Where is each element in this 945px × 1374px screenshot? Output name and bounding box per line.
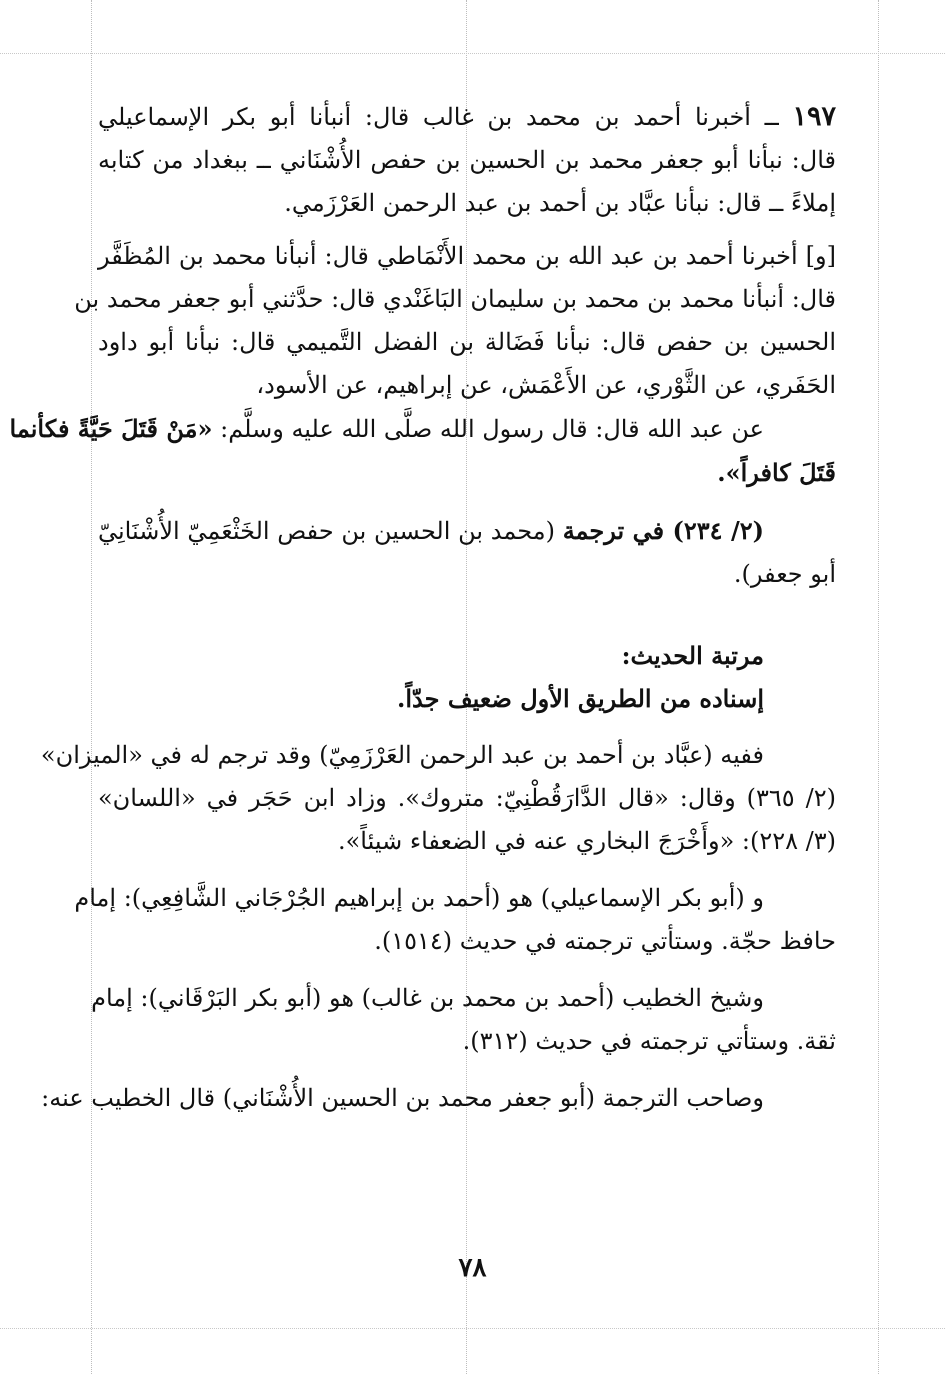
paragraph-subject (41, 1077, 836, 1120)
scan-guide-line (0, 1328, 945, 1329)
page-number: ٧٨ (458, 1253, 487, 1283)
page-body (9, 95, 836, 1120)
paragraph-narrator-ismaili (74, 877, 836, 963)
reference-name: (محمد بن الحسين بن حفص الخَثْعَمِيّ الأُشْنَانِيّ (98, 517, 555, 545)
reference-cont (98, 553, 836, 596)
hadith-text: ــ أخبرنا أحمد بن محمد بن غالب قال: أنبأنا أبو بكر الإسماعيلي (98, 103, 779, 131)
paragraph-line: حافظ حجّة. وستأتي ترجمته في حديث (١٥١٤). (374, 927, 836, 955)
matn-line (98, 451, 836, 495)
hadith-line (98, 95, 836, 139)
paragraph-line: و (أبو بكر الإسماعيلي) هو (أحمد بن إبراهيم الجُرْجَاني الشَّافِعِي): إمام (74, 884, 764, 912)
isnad-line: قال: أنبأنا محمد بن محمد بن سليمان البَاغَنْدي قال: حدَّثني أبو جعفر محمد بن (74, 285, 836, 313)
isnad-line: الحَفَري، عن الثَّوْري، عن الأَعْمَش، عن إبراهيم، عن الأسود، (256, 371, 836, 399)
paragraph-line: ففيه (عبَّاد بن أحمد بن عبد الرحمن العَرْزَمِيّ) وقد ترجم له في «الميزان» (40, 741, 764, 769)
hadith-197 (98, 95, 836, 225)
paragraph-narrator-barqani (91, 977, 836, 1063)
scan-guide-line (91, 0, 92, 1374)
hadith-line: قال: نبأنا أبو جعفر محمد بن الحسين بن حفص الأُشْنَاني ــ ببغداد من كتابه (98, 146, 836, 174)
isnad-line: [و] أخبرنا أحمد بن عبد الله بن محمد الأَنْمَاطي قال: أنبأنا محمد بن المُظَفَّر (98, 242, 836, 270)
paragraph-narrator-abbad (40, 734, 836, 863)
verdict-line: إسناده من الطريق الأول ضعيف جدّاً. (397, 684, 764, 713)
hadith-matn (9, 407, 836, 451)
hadith-line: إملاءً ــ قال: نبأنا عبَّاد بن أحمد بن عبد الرحمن العَرْزَمي. (284, 189, 836, 217)
second-isnad (74, 235, 836, 407)
reference-location: (٢/ ٢٣٤) في ترجمة (562, 516, 765, 545)
matn-quote: قَتَلَ كافراً». (717, 458, 836, 487)
paragraph-line: (٣/ ٢٢٨): «وأَخْرَجَ البخاري عنه في الضعفاء شيئاً». (337, 827, 836, 855)
matn-quote: «مَنْ قَتَلَ حَيَّةً فكأنما (9, 414, 213, 443)
reference-line (98, 509, 764, 553)
scan-guide-line (878, 0, 879, 1374)
paragraph-line: (٢/ ٣٦٥) وقال: «قال الدَّارَقُطْنِيّ: متروك». وزاد ابن حَجَر في «اللسان» (98, 784, 836, 812)
isnad-line: الحسين بن حفص قال: نبأنا فَضَالة بن الفضل التَّميمي قال: نبأنا أبو داود (98, 328, 836, 356)
reference (98, 509, 836, 553)
paragraph-line: وصاحب الترجمة (أبو جعفر محمد بن الحسين الأُشْنَاني) قال الخطيب عنه: (41, 1084, 764, 1112)
hadith-number: ١٩٧ (792, 101, 836, 132)
reference-line: أبو جعفر). (733, 560, 836, 588)
scan-guide-line (0, 53, 945, 54)
section-heading: مرتبة الحديث: (621, 641, 764, 670)
grading-verdict (98, 677, 836, 720)
paragraph-line: وشيخ الخطيب (أحمد بن محمد بن غالب) هو (أبو بكر البَرْقَاني): إمام (91, 984, 764, 1012)
matn-line (9, 407, 764, 451)
matn-chain-text: عن عبد الله قال: قال رسول الله صلَّى الله عليه وسلَّم: (220, 415, 764, 443)
paragraph-line: ثقة. وستأتي ترجمته في حديث (٣١٢). (462, 1027, 836, 1055)
hadith-matn-cont (98, 451, 836, 495)
